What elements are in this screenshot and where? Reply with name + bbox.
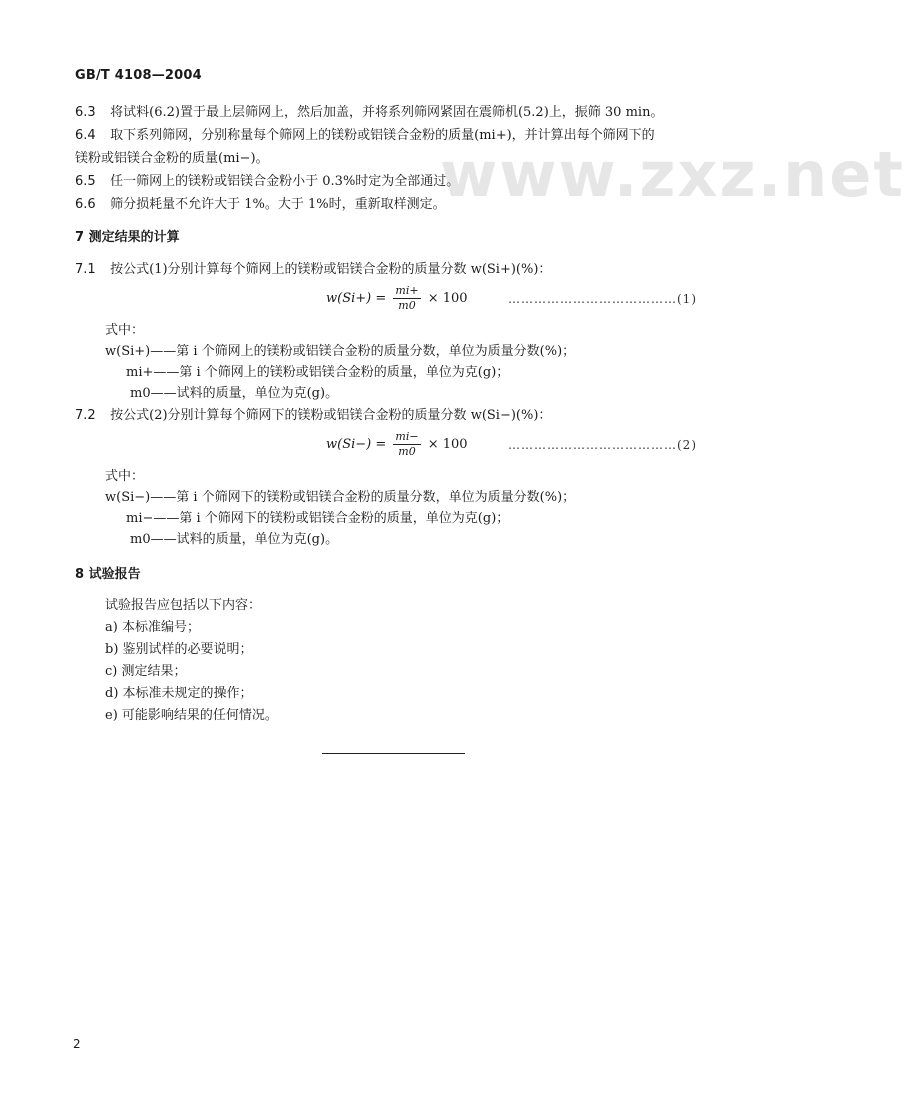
clause-text: 将试料(6.2)置于最上层筛网上，然后加盖，并将系列筛网紧固在震筛机(5.2)上，振筛 30 min。 — [110, 105, 664, 120]
clause-number: 7.2 — [75, 408, 96, 423]
report-list-item: d) 本标准未规定的操作； — [105, 686, 253, 701]
formula-1 — [326, 284, 468, 313]
section-8-heading: 8 试验报告 — [75, 567, 141, 582]
where-label: 式中： — [105, 323, 145, 338]
clause-6-5 — [75, 174, 459, 190]
where-line: mi+——第 i 个筛网上的镁粉或铝镁合金粉的质量，单位为克(g)； — [126, 365, 510, 380]
watermark: www.zxz.net — [440, 138, 905, 211]
formula-fraction — [393, 430, 420, 459]
where-line: m0——试料的质量，单位为克(g)。 — [130, 386, 339, 401]
clause-7-1 — [75, 262, 551, 278]
clause-number: 6.3 — [75, 105, 96, 120]
fraction-numerator: mi− — [395, 430, 419, 443]
equation-number-2: …………………………………(2) — [508, 438, 697, 452]
clause-number: 6.6 — [75, 197, 96, 212]
formula-lhs: w(Si+) = — [326, 291, 387, 306]
equation-number-1: …………………………………(1) — [508, 292, 697, 306]
formula-fraction — [393, 284, 420, 313]
clause-number: 7.1 — [75, 262, 96, 277]
clause-text: 筛分损耗量不允许大于 1%。大于 1%时，重新取样测定。 — [110, 197, 446, 212]
formula-2 — [326, 430, 468, 459]
formula-rhs: × 100 — [427, 437, 468, 452]
clause-text: 任一筛网上的镁粉或铝镁合金粉小于 0.3%时定为全部通过。 — [110, 174, 460, 189]
where-line: mi−——第 i 个筛网下的镁粉或铝镁合金粉的质量，单位为克(g)； — [126, 511, 510, 526]
clause-text: 取下系列筛网，分别称量每个筛网上的镁粉或铝镁合金粉的质量(mi+)，并计算出每个筛网下的 — [110, 128, 655, 143]
clause-6-3 — [75, 105, 663, 121]
clause-text: 按公式(2)分别计算每个筛网下的镁粉或铝镁合金粉的质量分数 w(Si−)(%)： — [110, 408, 552, 423]
where-line: w(Si−)——第 i 个筛网下的镁粉或铝镁合金粉的质量分数，单位为质量分数(%)； — [105, 490, 576, 505]
where-label: 式中： — [105, 469, 145, 484]
clause-6-4 — [75, 128, 655, 144]
report-list-item: b) 鉴别试样的必要说明； — [105, 642, 253, 657]
clause-6-6 — [75, 197, 446, 213]
report-intro: 试验报告应包括以下内容： — [105, 598, 262, 613]
clause-6-4-continuation: 镁粉或铝镁合金粉的质量(mi−)。 — [75, 151, 269, 166]
where-line: m0——试料的质量，单位为克(g)。 — [130, 532, 339, 547]
clause-number: 6.4 — [75, 128, 96, 143]
document-id-header: GB/T 4108—2004 — [75, 68, 202, 83]
report-list-item: e) 可能影响结果的任何情况。 — [105, 708, 278, 723]
fraction-denominator: m0 — [398, 445, 416, 458]
clause-7-2 — [75, 408, 551, 424]
page-number: 2 — [73, 1037, 81, 1051]
clause-number: 6.5 — [75, 174, 96, 189]
formula-rhs: × 100 — [427, 291, 468, 306]
where-line: w(Si+)——第 i 个筛网上的镁粉或铝镁合金粉的质量分数，单位为质量分数(%)； — [105, 344, 576, 359]
report-list-item: c) 测定结果； — [105, 664, 187, 679]
formula-lhs: w(Si−) = — [326, 437, 387, 452]
end-of-document-rule — [322, 753, 465, 754]
section-7-heading: 7 测定结果的计算 — [75, 230, 180, 245]
fraction-numerator: mi+ — [395, 284, 419, 297]
report-list-item: a) 本标准编号； — [105, 620, 200, 635]
fraction-denominator: m0 — [398, 299, 416, 312]
clause-text: 按公式(1)分别计算每个筛网上的镁粉或铝镁合金粉的质量分数 w(Si+)(%)： — [110, 262, 552, 277]
